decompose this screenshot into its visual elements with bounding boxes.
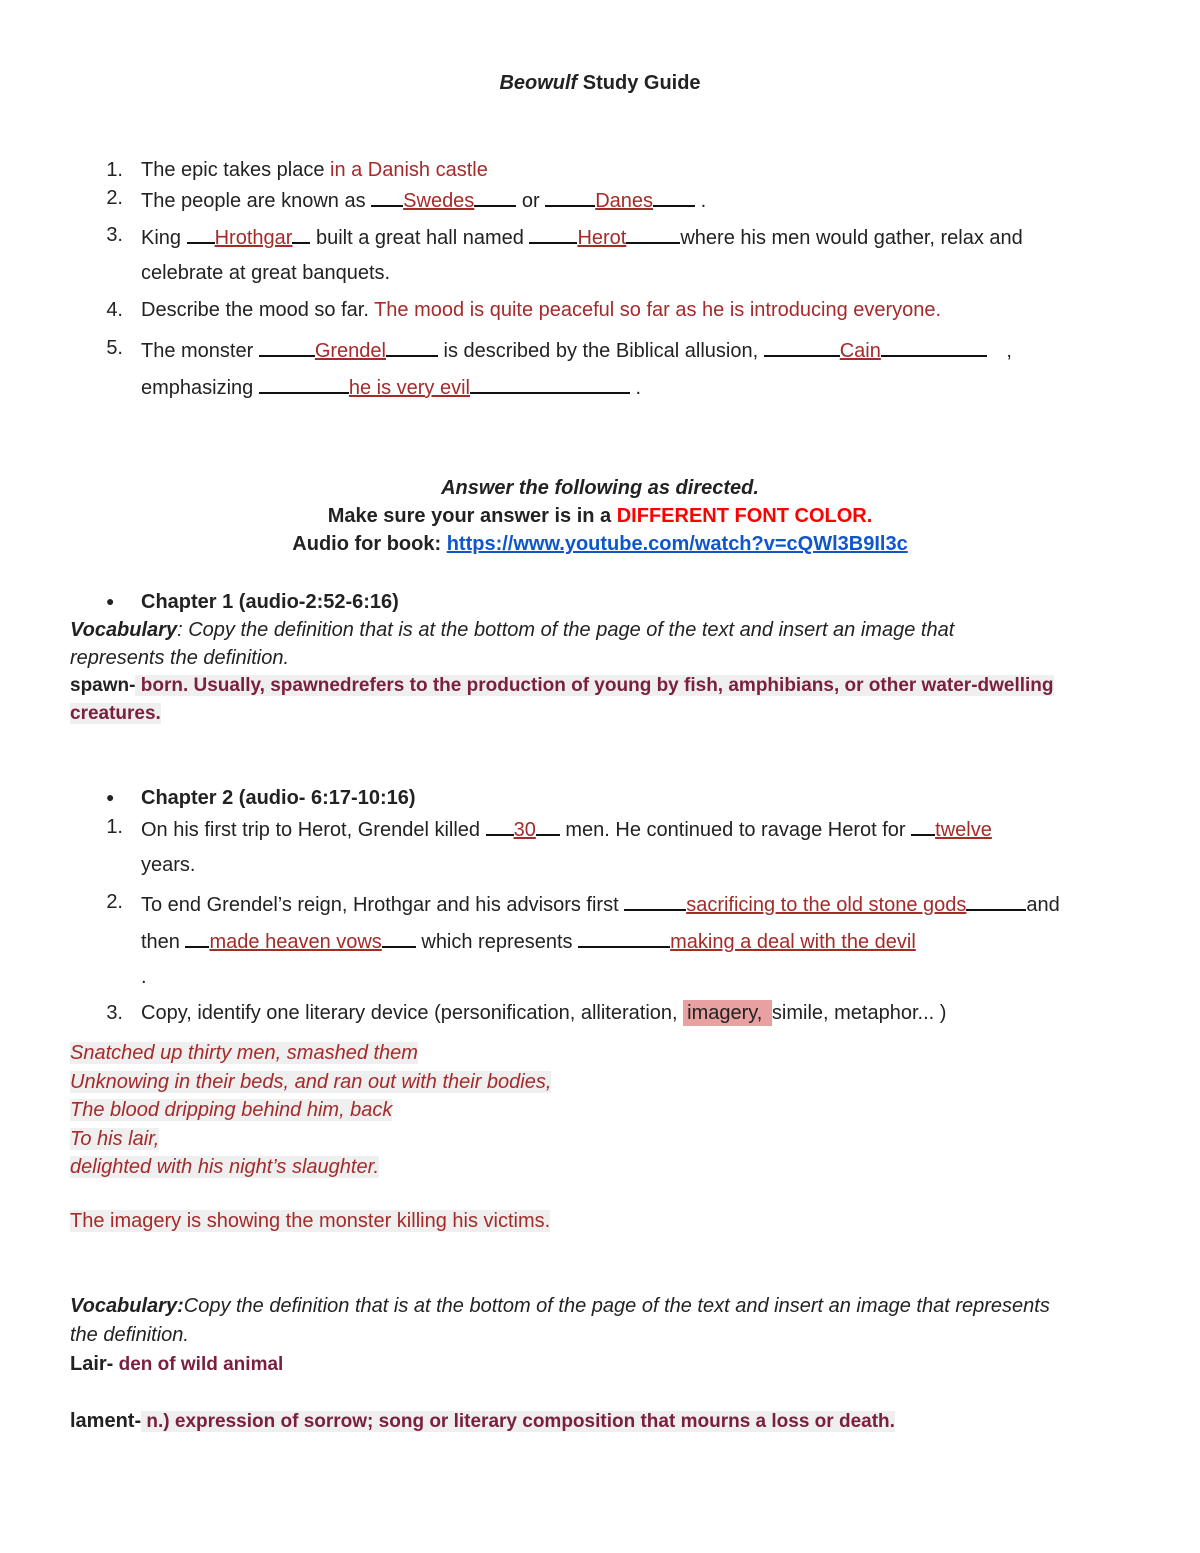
chapter2-vocab-instructions [70, 1295, 1050, 1318]
ch2-q2-line-2 [141, 928, 916, 954]
vocab-label: Vocabulary [70, 619, 178, 641]
ch2-q2-line-3: . [141, 966, 147, 988]
ch2-q2-end: and [1026, 894, 1060, 916]
q5-line-2 [141, 374, 641, 400]
ch2-q2-mid: which represents [415, 931, 579, 953]
quote-line[interactable]: delighted with his night’s slaughter. [70, 1156, 380, 1179]
quote-block [70, 1039, 551, 1182]
q2-mid: or [516, 190, 546, 212]
ch2-q2-answer-1[interactable]: sacrificing to the old stone gods [686, 894, 967, 916]
q3-text: King [141, 227, 187, 249]
q3-end: where his men would gather, relax and [680, 227, 1023, 249]
lament-word: lament- [70, 1410, 142, 1432]
audio-line [0, 533, 1200, 556]
q3-answer-2[interactable]: Herot [577, 227, 627, 249]
lament-def[interactable]: n.) expression of sorrow; song or literary composition that mourns a loss or death. [141, 1411, 895, 1432]
spawn-definition [70, 675, 1054, 697]
spawn-def-2[interactable]: creatures. [70, 703, 161, 724]
q2-end: . [695, 190, 707, 212]
ch2-q2-then: then [141, 931, 186, 953]
color-note-emphasis: DIFFERENT FONT COLOR. [616, 505, 873, 527]
lair-def[interactable]: den of wild animal [113, 1354, 284, 1375]
ch2-q2-answer-3[interactable]: making a deal with the devil [670, 931, 916, 953]
spawn-def-1[interactable]: born. Usually, spawnedrefers to the production of young by fish, amphibians, or other water-dwelling [135, 675, 1054, 696]
page-title [0, 72, 1200, 95]
bullet-icon: ● [106, 789, 115, 805]
chapter2-title: Chapter 2 (audio- 6:17-10:16) [141, 787, 416, 809]
ch2-q3-text: Copy, identify one literary device (personification, alliteration, [141, 1002, 684, 1024]
q2-text: The people are known as [141, 190, 372, 212]
q3-answer-1[interactable]: Hrothgar [214, 227, 293, 249]
q2-answer-1[interactable]: Swedes [403, 190, 475, 212]
vocab-text-1: : Copy the definition that is at the bottom of the page of the text and insert an image that [177, 619, 955, 641]
spawn-word: spawn- [70, 675, 136, 696]
lair-word: Lair- [70, 1353, 114, 1375]
directions-color-note [0, 505, 1200, 528]
vocab-label: Vocabulary: [70, 1295, 184, 1317]
q4-number: 4. [106, 299, 123, 321]
q5-answer-2[interactable]: Cain [839, 340, 881, 362]
q5-text: The monster [141, 340, 259, 362]
q5-line2-text: emphasizing [141, 377, 259, 399]
ch2-q1-line-2: years. [141, 854, 196, 876]
title-italic: Beowulf [499, 72, 578, 94]
q4-text: Describe the mood so far. [141, 299, 375, 321]
q1-text: The epic takes place [141, 159, 330, 181]
audio-link[interactable]: https://www.youtube.com/watch?v=cQWl3B9Il3c [446, 533, 908, 555]
q5-mid: is described by the Biblical allusion, [437, 340, 764, 362]
ch2-q1-answer-1[interactable]: 30 [513, 819, 536, 841]
ch2-q1-text: On his first trip to Herot, Grendel killed [141, 819, 486, 841]
q1-answer[interactable]: in a Danish castle [330, 159, 488, 181]
color-note-text: Make sure your answer is in a [327, 505, 617, 527]
ch2-q1-answer-2[interactable]: twelve [935, 819, 992, 841]
title-rest: Study Guide [577, 72, 701, 94]
explanation-line [70, 1210, 550, 1233]
quote-line[interactable]: To his lair, [70, 1127, 160, 1150]
q3-mid: built a great hall named [310, 227, 530, 249]
quote-line[interactable]: Snatched up thirty men, smashed them [70, 1042, 418, 1064]
imagery-explanation[interactable]: The imagery is showing the monster killing his victims. [70, 1210, 551, 1232]
q2-answer-2[interactable]: Danes [595, 190, 654, 212]
bullet-icon: ● [106, 593, 115, 609]
quote-line[interactable]: The blood dripping behind him, back [70, 1099, 393, 1122]
vocab-text-1: Copy the definition that is at the bottom of the page of the text and insert an image that represents [183, 1295, 1050, 1317]
ch2-q2-number: 2. [106, 891, 123, 913]
chapter1-vocab-instructions [70, 619, 954, 642]
lament-definition [70, 1410, 895, 1433]
q4-answer[interactable]: The mood is quite peaceful so far as he is introducing everyone. [374, 299, 942, 321]
lair-definition [70, 1353, 283, 1376]
ch2-q3-number: 3. [106, 1002, 123, 1024]
spawn-def-line-2 [70, 703, 161, 725]
ch2-q2-answer-2[interactable]: made heaven vows [209, 931, 382, 953]
vocab-text-2: the definition. [70, 1324, 189, 1346]
q5-end: , [1000, 340, 1012, 362]
quote-line[interactable]: Unknowing in their beds, and ran out with their bodies, [70, 1070, 552, 1093]
directions-heading: Answer the following as directed. [441, 477, 759, 499]
q2-number: 2. [106, 187, 123, 209]
chapter1-title: Chapter 1 (audio-2:52-6:16) [141, 591, 399, 613]
q5-answer-3[interactable]: he is very evil [348, 377, 470, 399]
q3-number: 3. [106, 224, 123, 246]
q5-number: 5. [106, 337, 123, 359]
ch2-q1-number: 1. [106, 816, 123, 838]
vocab-text-2: represents the definition. [70, 647, 290, 669]
audio-label: Audio for book: [292, 533, 447, 555]
q5-answer-1[interactable]: Grendel [314, 340, 386, 362]
ch2-q2-text: To end Grendel’s reign, Hrothgar and his advisors first [141, 894, 625, 916]
q3-line-2: celebrate at great banquets. [141, 262, 391, 284]
q5-end-2: . [630, 377, 642, 399]
chapter2-heading [106, 787, 416, 810]
ch2-q3-end: simile, metaphor... ) [771, 1002, 947, 1024]
q1-number: 1. [106, 159, 123, 181]
chapter1-heading [106, 591, 399, 614]
ch2-q1-mid: men. He continued to ravage Herot for [559, 819, 912, 841]
imagery-highlight[interactable]: imagery, [683, 1000, 772, 1026]
